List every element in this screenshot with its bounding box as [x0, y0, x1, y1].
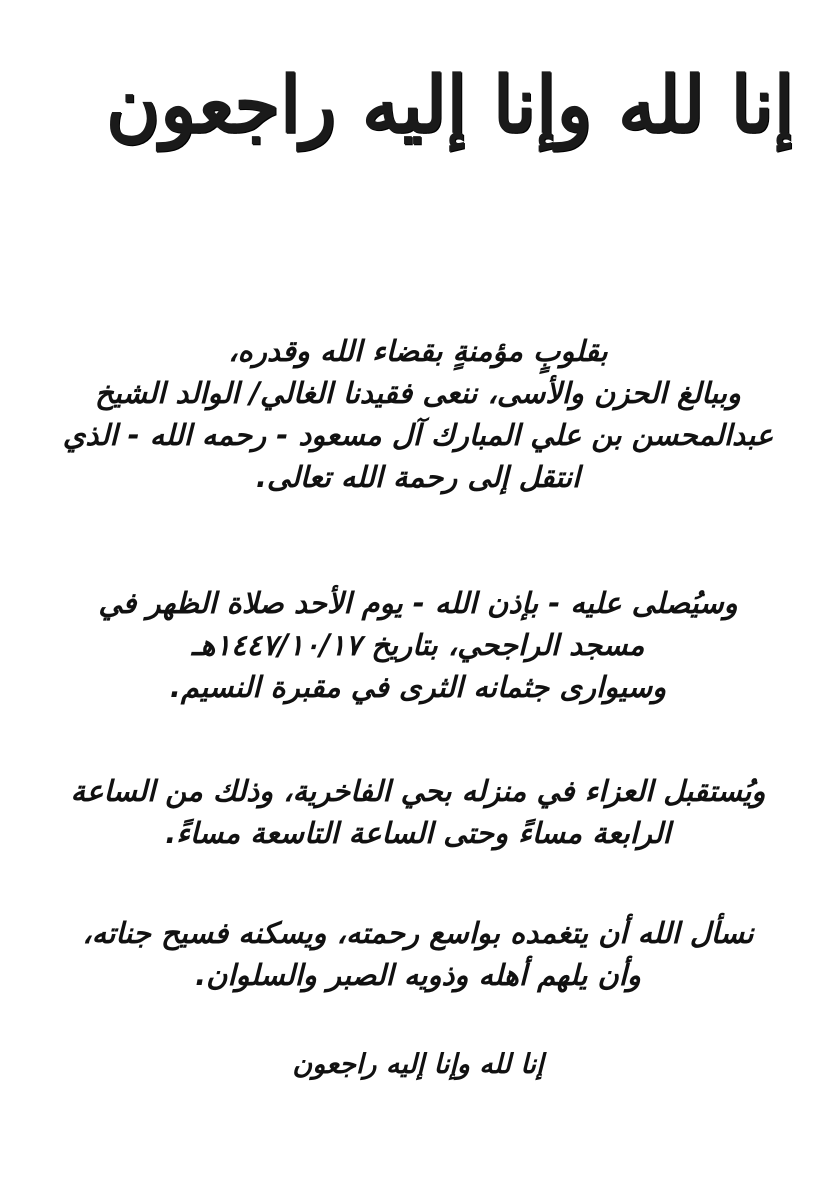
text-line: وببالغ الحزن والأسى، ننعى فقيدنا الغالي/ الوالد الشيخ	[95, 376, 741, 410]
condolence-reception-paragraph	[20, 770, 816, 854]
text-line: بقلوبٍ مؤمنةٍ بقضاء الله وقدره،	[228, 334, 608, 368]
closing-text: إنا لله وإنا إليه راجعون	[292, 1049, 544, 1080]
text-line: وسيُصلى عليه - بإذن الله - يوم الأحد صلاة الظهر في	[98, 586, 738, 620]
prayer-paragraph	[20, 912, 816, 996]
text-line: وأن يلهم أهله وذويه الصبر والسلوان.	[195, 958, 641, 992]
calligraphy-text: إنا لله وإنا إليه راجعون	[105, 59, 795, 151]
text-line: عبدالمحسن بن علي المبارك آل مسعود - رحمه الله - الذي	[62, 418, 774, 452]
text-line: نسأل الله أن يتغمده بواسع رحمته، ويسكنه فسيح جناته،	[82, 916, 754, 950]
header-calligraphy	[105, 30, 795, 180]
text-line: ويُستقبل العزاء في منزله بحي الفاخرية، وذلك من الساعة	[70, 774, 766, 808]
text-line: وسيوارى جثمانه الثرى في مقبرة النسيم.	[169, 670, 667, 704]
funeral-prayer-paragraph	[20, 582, 816, 708]
announcement-paragraph	[20, 330, 816, 498]
text-line: مسجد الراجحي، بتاريخ ١٤٤٧/١٠/١٧هـ	[191, 628, 645, 662]
text-line: انتقل إلى رحمة الله تعالى.	[255, 460, 581, 494]
text-line: الرابعة مساءً وحتى الساعة التاسعة مساءً.	[165, 816, 671, 850]
closing-phrase	[20, 1044, 816, 1086]
